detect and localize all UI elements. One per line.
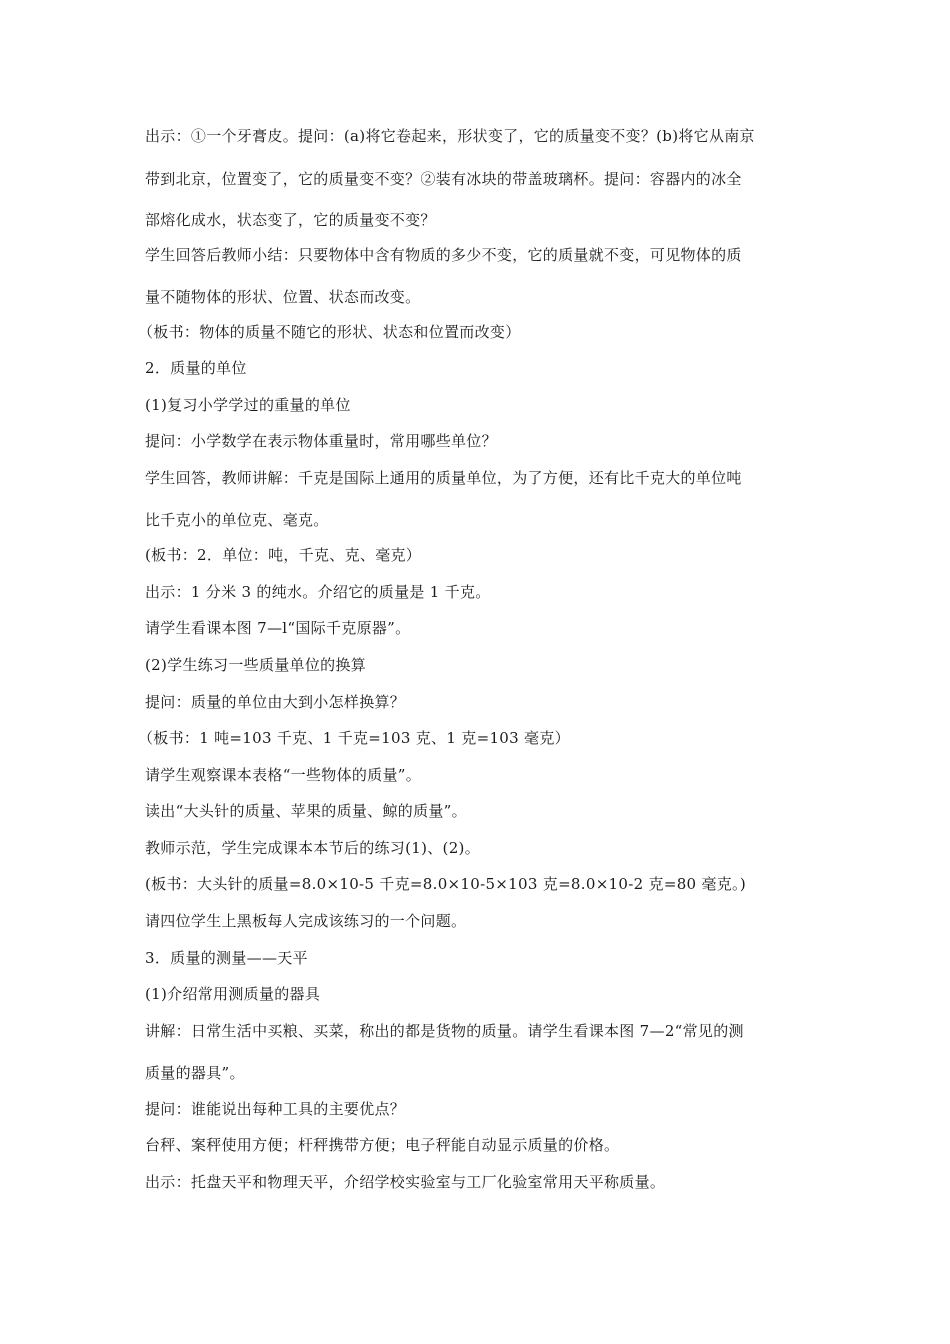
text-line: 质量的器具”。 [145, 1064, 245, 1082]
text-line: 请学生观察课本表格“一些物体的质量”。 [145, 766, 422, 784]
section-heading: 3．质量的测量——天平 [145, 949, 308, 967]
text-line: 学生回答后教师小结：只要物体中含有物质的多少不变，它的质量就不变，可见物体的质 [145, 246, 742, 264]
text-line: 学生回答，教师讲解：千克是国际上通用的质量单位，为了方便，还有比千克大的单位吨 [145, 469, 742, 487]
text-line: 读出“大头针的质量、苹果的质量、鲸的质量”。 [145, 802, 467, 820]
text-line: 提问：小学数学在表示物体重量时，常用哪些单位？ [145, 432, 497, 450]
text-line: 台秤、案秤使用方便；杆秤携带方便；电子秤能自动显示质量的价格。 [145, 1136, 620, 1154]
subsection-heading: (2)学生练习一些质量单位的换算 [145, 656, 367, 674]
text-line: 提问：谁能说出每种工具的主要优点？ [145, 1100, 406, 1118]
text-line: 讲解：日常生活中买粮、买菜，称出的都是货物的质量。请学生看课本图 7—2“常见的测 [145, 1022, 744, 1040]
text-line: 带到北京，位置变了，它的质量变不变？②装有冰块的带盖玻璃杯。提问：容器内的冰全 [145, 170, 742, 188]
subsection-heading: (1)复习小学学过的重量的单位 [145, 396, 351, 414]
text-line: 出示：托盘天平和物理天平，介绍学校实验室与工厂化验室常用天平称质量。 [145, 1173, 666, 1191]
section-heading: 2．质量的单位 [145, 359, 247, 377]
text-line: 请四位学生上黑板每人完成该练习的一个问题。 [145, 912, 467, 930]
subsection-heading: (1)介绍常用测质量的器具 [145, 985, 321, 1003]
text-line: 教师示范，学生完成课本本节后的练习(1)、(2)。 [145, 839, 480, 857]
board-note: (板书：大头针的质量=8.0×10-5 千克=8.0×10-5×103 克=8.0×10-2 克=80 毫克。) [145, 875, 747, 893]
text-line: 部熔化成水，状态变了，它的质量变不变？ [145, 211, 436, 229]
text-line: 比千克小的单位克、毫克。 [145, 511, 329, 529]
text-line: 请学生看课本图 7—l“国际千克原器”。 [145, 619, 411, 637]
text-line: 出示：①一个牙膏皮。提问：(a)将它卷起来，形状变了，它的质量变不变？(b)将它从南京 [145, 127, 755, 145]
board-note: （板书：物体的质量不随它的形状、状态和位置而改变） [138, 323, 521, 341]
text-line: 量不随物体的形状、位置、状态而改变。 [145, 288, 421, 306]
board-note: (板书：2．单位：吨，千克、克、毫克） [145, 546, 422, 564]
board-note: （板书：1 吨=103 千克、1 千克=103 克、1 克=103 毫克） [138, 729, 570, 747]
text-line: 出示：1 分米 3 的纯水。介绍它的质量是 1 千克。 [145, 583, 491, 601]
text-line: 提问：质量的单位由大到小怎样换算？ [145, 693, 406, 711]
